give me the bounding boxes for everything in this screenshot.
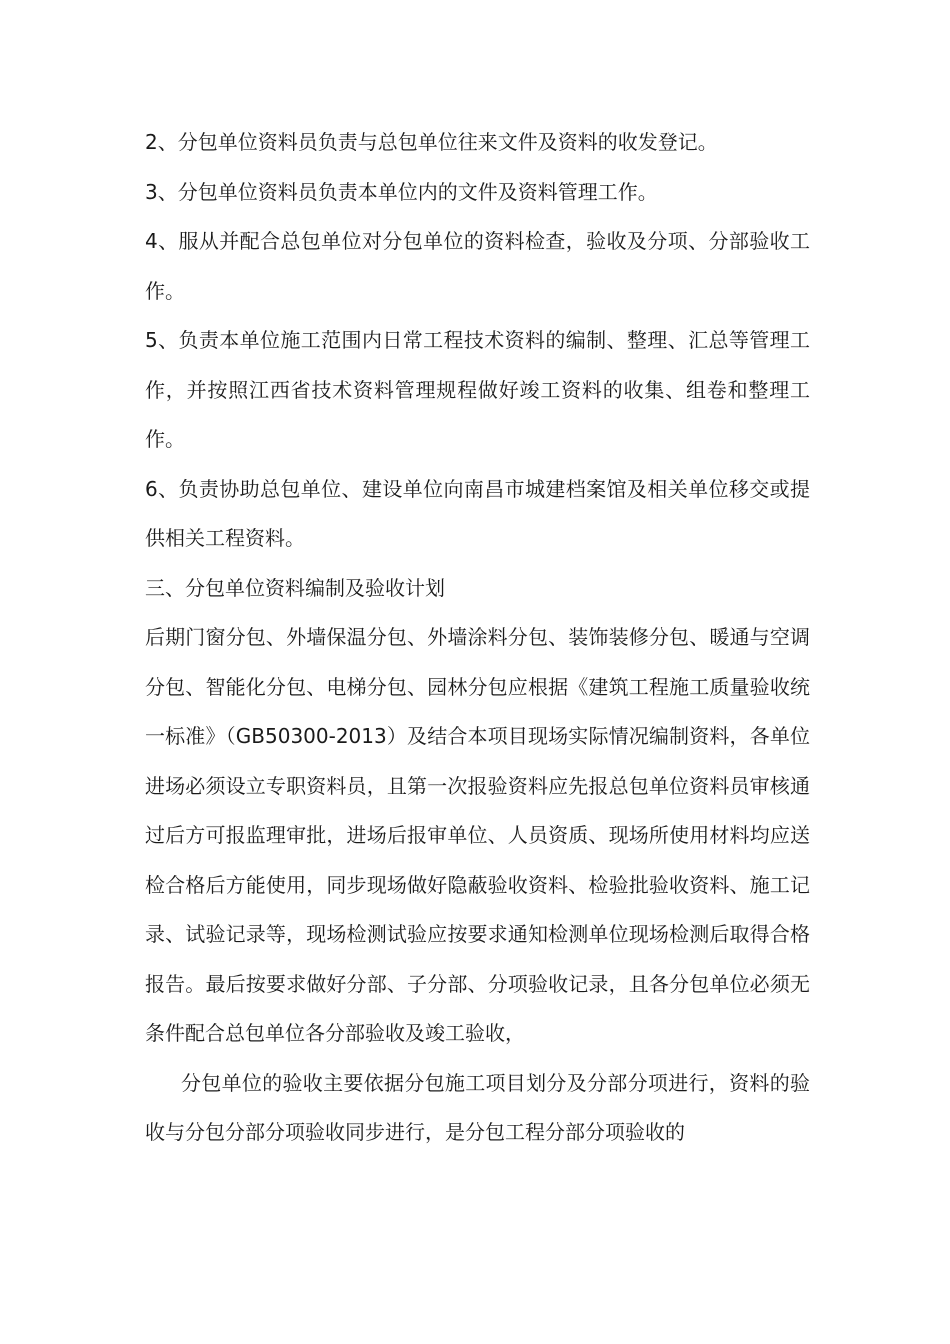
body-paragraph: 后期门窗分包、外墙保温分包、外墙涂料分包、装饰装修分包、暖通与空调分包、智能化分包、电梯分包、园林分包应根据《建筑工程施工质量验收统一标准》（GB50300-2013）及结合本项目现场实际情况编制资料，各单位进场必须设立专职资料员，且第一次报验资料应先报总包单位资料员审核通过后方可报监理审批，进场后报审单位、人员资质、现场所使用材料均应送检合格后方能使用，同步现场做好隐蔽验收资料、检验批验收资料、施工记录、试验记录等，现场检测试验应按要求通知检测单位现场检测后取得合格报告。最后按要求做好分部、子分部、分项验收记录，且各分包单位必须无条件配合总包单位各分部验收及竣工验收， [145, 625, 810, 1045]
paragraph-item-2: 2、分包单位资料员负责与总包单位往来文件及资料的收发登记。 [145, 130, 718, 154]
body-paragraph-indented: 分包单位的验收主要依据分包施工项目划分及分部分项进行，资料的验收与分包分部分项验收同步进行，是分包工程分部分项验收的 [145, 1070, 810, 1144]
document-body [145, 118, 810, 1158]
paragraph-item-5: 5、负责本单位施工范围内日常工程技术资料的编制、整理、汇总等管理工作，并按照江西省技术资料管理规程做好竣工资料的收集、组卷和整理工作。 [145, 328, 810, 451]
section-heading: 三、分包单位资料编制及验收计划 [145, 575, 445, 600]
paragraph-item-3: 3、分包单位资料员负责本单位内的文件及资料管理工作。 [145, 179, 658, 204]
paragraph-item-4: 4、服从并配合总包单位对分包单位的资料检查，验收及分项、分部验收工作。 [145, 229, 810, 303]
paragraph-item-6: 6、负责协助总包单位、建设单位向南昌市城建档案馆及相关单位移交或提供相关工程资料。 [145, 476, 810, 550]
